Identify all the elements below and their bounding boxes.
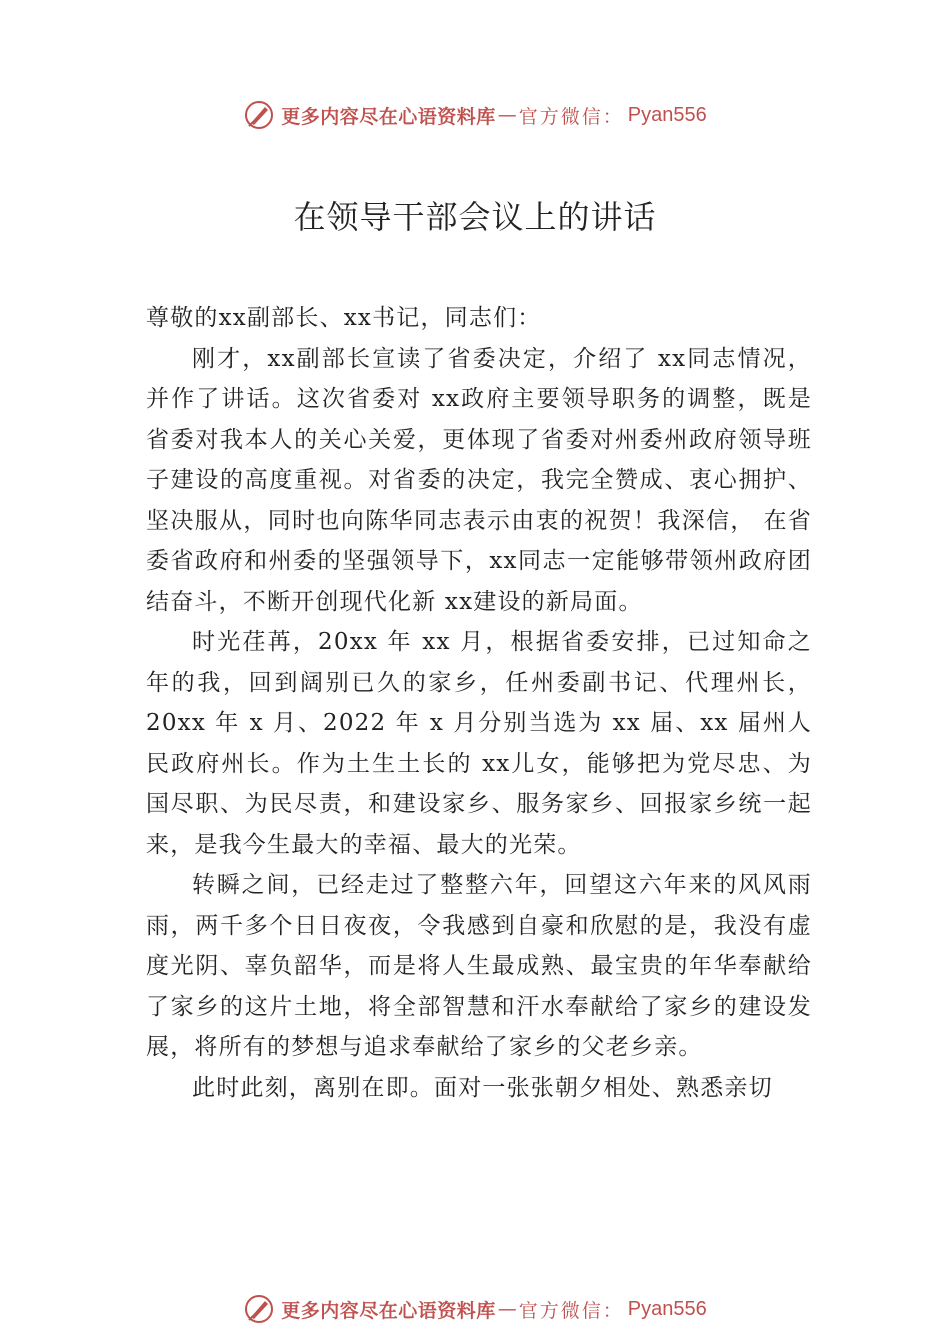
banner-wechat-label: 官方微信：	[518, 105, 624, 128]
document-title: 在领导干部会议上的讲话	[293, 198, 657, 236]
footer-banner	[0, 1289, 950, 1329]
banner-wechat-label: 官方微信：	[518, 1299, 624, 1322]
banner-brand-text: 更多内容尽在心语资料库	[281, 1299, 496, 1322]
banner-wechat-handle: Pyan556	[627, 1297, 707, 1320]
salutation: 尊敬的xx副部长、xx书记，同志们：	[146, 305, 542, 331]
header-banner	[0, 95, 950, 135]
banner-separator: —	[497, 104, 517, 126]
paragraph: 此时此刻，离别在即。面对一张张朝夕相处、熟悉亲切	[192, 1074, 773, 1101]
quill-logo-icon	[243, 1293, 275, 1325]
quill-logo-icon	[243, 99, 275, 131]
document-body	[146, 298, 812, 1108]
banner-brand-text: 更多内容尽在心语资料库	[281, 105, 496, 128]
banner-wechat-handle: Pyan556	[627, 103, 707, 126]
paragraph: 时光荏苒，20xx 年 xx 月，根据省委安排，已过知命之年的我，回到阔别已久的家乡，任州委副书记、代理州长，20xx 年 x 月、2022 年 x 月分别当选为 xx 届、xx 届州人民政府州长。作为土生土长的 xx儿女，能够把为党尽忠、为国尽职、为民尽责，和建设家乡、服务家乡、回报家乡统一起来，是我今生最大的幸福、最大的光荣。	[146, 629, 812, 858]
paragraph: 刚才，xx副部长宣读了省委决定，介绍了 xx同志情况，并作了讲话。这次省委对 xx政府主要领导职务的调整，既是省委对我本人的关心关爱，更体现了省委对州委州政府领导班子建设的高度重视。对省委的决定，我完全赞成、衷心拥护、坚决服从，同时也向陈华同志表示由衷的祝贺！我深信， 在省委省政府和州委的坚强领导下，xx同志一定能够带领州政府团结奋斗，不断开创现代化新 xx建设的新局面。	[146, 345, 812, 615]
banner-separator: —	[497, 1298, 517, 1320]
paragraph: 转瞬之间，已经走过了整整六年，回望这六年来的风风雨雨，两千多个日日夜夜，令我感到自豪和欣慰的是，我没有虚度光阴、辜负韶华，而是将人生最成熟、最宝贵的年华奉献给了家乡的这片土地，将全部智慧和汗水奉献给了家乡的建设发展，将所有的梦想与追求奉献给了家乡的父老乡亲。	[146, 872, 812, 1060]
